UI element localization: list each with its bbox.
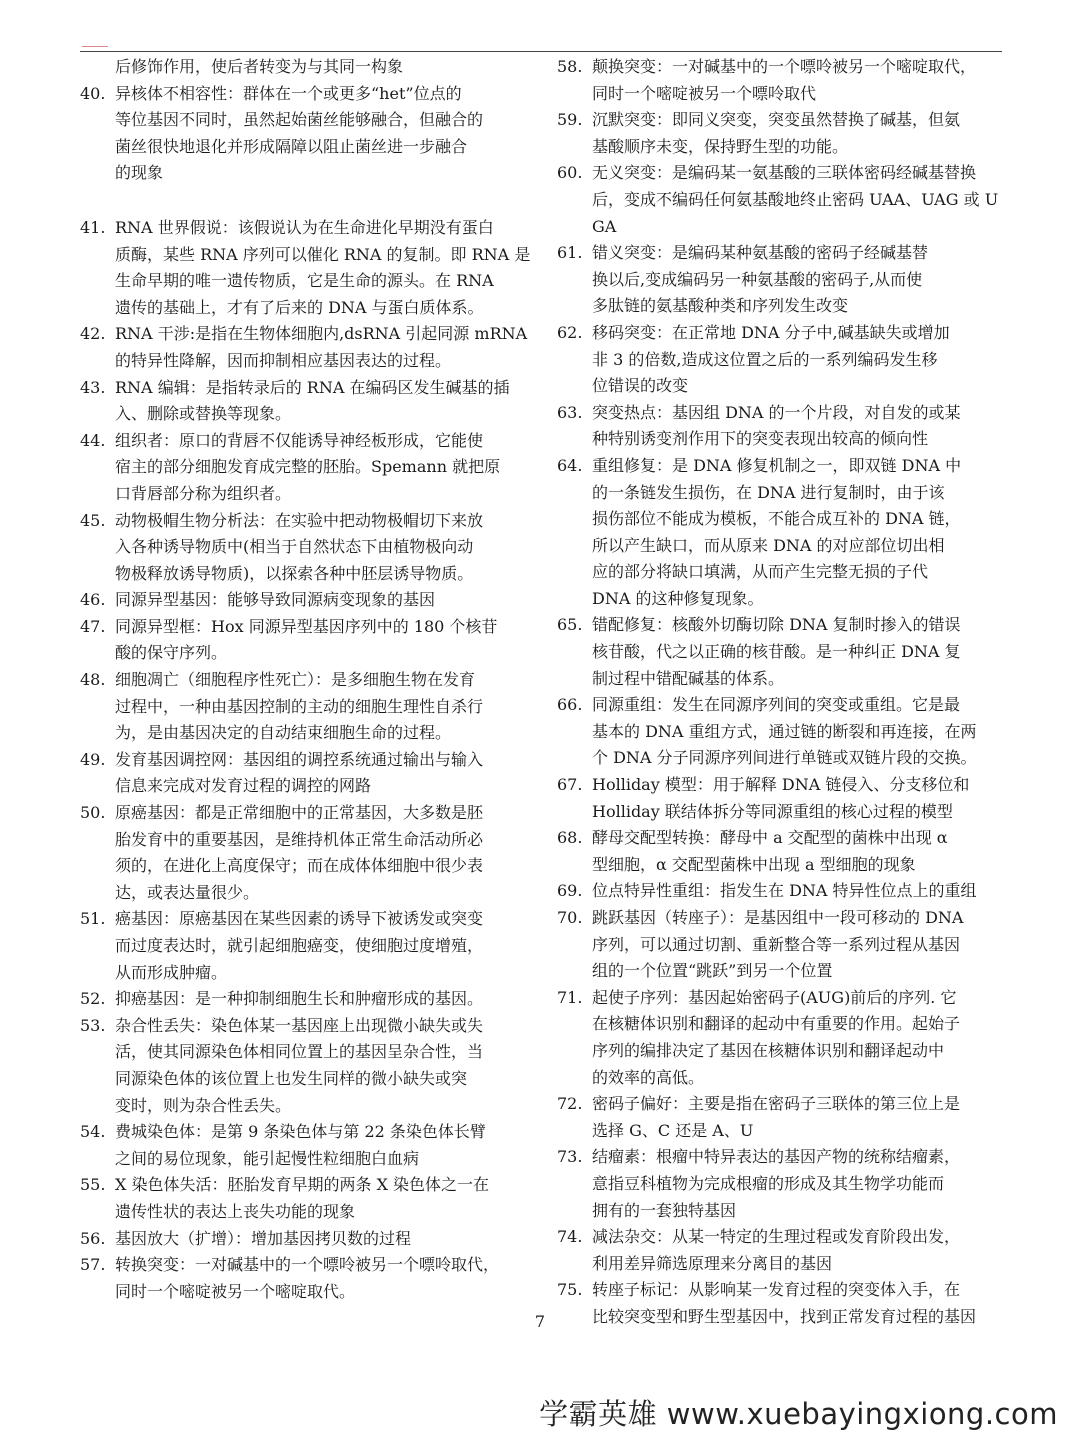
entry-number: 46. xyxy=(80,590,106,610)
glossary-entry xyxy=(80,81,532,187)
glossary-entry xyxy=(557,692,1007,772)
entry-number: 64. xyxy=(557,455,583,475)
glossary-entry xyxy=(557,772,1007,825)
entry-text: 重组修复：是 DNA 修复机制之一，即双链 DNA 中 的一条链发生损伤，在 DNA 进行复制时，由于该 损伤部位不能成为模板，不能合成互补的 DNA 链， 所以产生缺口，而从原来 DNA 的对应部位切出相 应的部分将缺口填满，从而产生完整无损的子代 DNA 的这种修复现象。 xyxy=(592,455,962,608)
entry-text: 同源异型框：Hox 同源异型基因序列中的 180 个核苷 酸的保守序列。 xyxy=(115,616,498,663)
entry-text: 无义突变：是编码某一氨基酸的三联体密码经碱基替换 后，变成不编码任何氨基酸地终止密码 UAA、UAG 或 UGA xyxy=(592,163,999,236)
glossary-entry xyxy=(80,614,532,667)
glossary-entry xyxy=(557,1144,1007,1224)
entry-text: 组织者：原口的背唇不仅能诱导神经板形成，它能使 宿主的部分细胞发育成完整的胚胎。Spemann 就把原 口背唇部分称为组织者。 xyxy=(115,430,501,503)
glossary-entry xyxy=(80,747,532,800)
right-column xyxy=(557,54,1007,1331)
entry-text: X 染色体失活：胚胎发育早期的两条 X 染色体之一在 遗传性状的表达上丧失功能的现象 xyxy=(115,1175,490,1221)
left-column xyxy=(80,54,532,1305)
entry-number: 69. xyxy=(557,881,583,901)
entry-number: 65. xyxy=(557,615,583,635)
entry-number: 66. xyxy=(557,695,583,715)
entry-text: 酵母交配型转换：酵母中 a 交配型的菌株中出现 α 型细胞，α 交配型菌株中出现 a 型细胞的现象 xyxy=(592,828,948,874)
glossary-entry xyxy=(557,240,1007,320)
glossary-entry xyxy=(557,612,1007,692)
entry-text: 抑癌基因：是一种抑制细胞生长和肿瘤形成的基因。 xyxy=(115,989,484,1009)
entry-number: 63. xyxy=(557,402,583,422)
entry-number: 45. xyxy=(80,510,106,530)
glossary-entry xyxy=(80,508,532,588)
glossary-entry xyxy=(80,215,532,321)
entry-text: RNA 干涉:是指在生物体细胞内,dsRNA 引起同源 mRNA 的特异性降解，因而抑制相应基因表达的过程。 xyxy=(115,324,528,370)
glossary-entry xyxy=(557,320,1007,400)
glossary-entry xyxy=(80,1013,532,1119)
entry-number: 49. xyxy=(80,749,106,769)
glossary-entry xyxy=(557,825,1007,878)
glossary-entry xyxy=(80,428,532,508)
glossary-entry xyxy=(557,400,1007,453)
entry-number: 56. xyxy=(80,1228,106,1248)
page-number: 7 xyxy=(534,1312,546,1331)
entry-text: 同源异型基因：能够导致同源病变现象的基因 xyxy=(115,590,436,610)
top-red-mark xyxy=(82,46,108,47)
entry-text: 转换突变：一对碱基中的一个嘌呤被另一个嘌呤取代， 同时一个嘧啶被另一个嘧啶取代。 xyxy=(115,1255,500,1301)
entry-text: 移码突变：在正常地 DNA 分子中,碱基缺失或增加 非 3 的倍数,造成这位置之后的一系列编码发生移 位错误的改变 xyxy=(592,322,950,396)
entry-number: 47. xyxy=(80,616,106,636)
glossary-entry xyxy=(557,985,1007,1091)
entry-text: 杂合性丢失：染色体某一基因座上出现微小缺失或失 活，使其同源染色体相同位置上的基因呈杂合性，当 同源染色体的该位置上也发生同样的微小缺失或突 变时，则为杂合性丢失。 xyxy=(115,1015,484,1115)
entry-text: Holliday 模型：用于解释 DNA 链侵入、分支移位和 Holliday 联结体拆分等同源重组的核心过程的模型 xyxy=(592,775,970,821)
entry-number: 72. xyxy=(557,1094,583,1114)
entry-text: 密码子偏好：主要是指在密码子三联体的第三位上是 选择 G、C 还是 A、U xyxy=(592,1094,961,1140)
glossary-entry xyxy=(557,878,1007,905)
entry-text: 突变热点：基因组 DNA 的一个片段，对自发的或某 种特别诱变剂作用下的突变表现出较高的倾向性 xyxy=(592,402,961,449)
entry-text: RNA 世界假说：该假说认为在生命进化早期没有蛋白 质酶，某些 RNA 序列可以催化 RNA 的复制。即 RNA 是 生命早期的唯一遗传物质，它是生命的源头。在 RNA 遗传的基础上，才有了后来的 DNA 与蛋白质体系。 xyxy=(115,217,531,317)
entry-text: 异核体不相容性：群体在一个或更多“het”位点的 等位基因不同时，虽然起始菌丝能够融合，但融合的 菌丝很快地退化并形成隔障以阻止菌丝进一步融合 的现象 xyxy=(115,83,484,183)
entry-text: 费城染色体：是第 9 条染色体与第 22 条染色体长臂 之间的易位现象，能引起慢性粒细胞白血病 xyxy=(115,1122,486,1168)
entry-text: RNA 编辑：是指转录后的 RNA 在编码区发生碱基的插 入、删除或替换等现象。 xyxy=(115,377,510,424)
glossary-entry xyxy=(80,375,532,428)
entry-number: 48. xyxy=(80,670,106,690)
glossary-entry xyxy=(557,453,1007,613)
glossary-entry xyxy=(80,54,532,81)
entry-number: 74. xyxy=(557,1227,583,1247)
glossary-entry xyxy=(557,160,1007,240)
entry-number: 54. xyxy=(80,1122,106,1142)
entry-number: 75. xyxy=(557,1280,583,1300)
entry-number: 59. xyxy=(557,110,583,130)
entry-text: 沉默突变：即同义突变，突变虽然替换了碱基，但氨 基酸顺序未变，保持野生型的功能。 xyxy=(592,110,961,156)
entry-text: 后修饰作用，使后者转变为与其同一构象 xyxy=(115,57,404,76)
entry-text: 发育基因调控网：基因组的调控系统通过输出与输入 信息来完成对发育过程的调控的网路 xyxy=(115,749,484,796)
entry-number: 60. xyxy=(557,163,583,183)
entry-number: 67. xyxy=(557,775,583,795)
glossary-entry xyxy=(557,54,1007,107)
entry-number: 57. xyxy=(80,1255,106,1275)
entry-text: 癌基因：原癌基因在某些因素的诱导下被诱发或突变 而过度表达时，就引起细胞癌变，使细胞过度增殖， 从而形成肿瘤。 xyxy=(115,909,484,982)
entry-text: 错义突变：是编码某种氨基酸的密码子经碱基替 换以后,变成编码另一种氨基酸的密码子,从而使 多肽链的氨基酸种类和序列发生改变 xyxy=(592,243,929,316)
entry-text: 细胞凋亡（细胞程序性死亡）：是多细胞生物在发育 过程中，一种由基因控制的主动的细胞生理性自杀行 为，是由基因决定的自动结束细胞生命的过程。 xyxy=(115,670,484,743)
entry-number: 43. xyxy=(80,377,106,397)
entry-number: 58. xyxy=(557,57,583,76)
entry-number: 51. xyxy=(80,909,106,929)
entry-number: 68. xyxy=(557,828,583,848)
glossary-entry xyxy=(80,800,532,906)
entry-text: 起使子序列：基因起始密码子(AUG)前后的序列. 它 在核糖体识别和翻译的起动中有重要的作用。起始子 序列的编排决定了基因在核糖体识别和翻译起动中 的效率的高低。 xyxy=(592,987,961,1087)
entry-number: 52. xyxy=(80,989,106,1009)
entry-text: 错配修复：核酸外切酶切除 DNA 复制时掺入的错误 核苷酸，代之以正确的核苷酸。是一种纠正 DNA 复 制过程中错配碱基的体系。 xyxy=(592,615,961,688)
glossary-entry xyxy=(557,107,1007,160)
glossary-entry xyxy=(80,667,532,747)
entry-text: 动物极帽生物分析法：在实验中把动物极帽切下来放 入各种诱导物质中(相当于自然状态下由植物极向动 物极释放诱导物质)，以探索各种中胚层诱导物质。 xyxy=(115,510,484,583)
entry-text: 转座子标记：从影响某一发育过程的突变体入手，在 比较突变型和野生型基因中，找到正常发育过程的基因 xyxy=(592,1280,977,1326)
glossary-entry xyxy=(80,1172,532,1225)
glossary-entry xyxy=(80,986,532,1013)
entry-number: 61. xyxy=(557,243,583,263)
entry-number: 44. xyxy=(80,430,106,450)
entry-number: 42. xyxy=(80,324,106,344)
entry-text: 跳跃基因（转座子）：是基因组中一段可移动的 DNA 序列，可以通过切割、重新整合等一系列过程从基因 组的一个位置“跳跃”到另一个位置 xyxy=(592,908,964,981)
entry-text: 原癌基因：都是正常细胞中的正常基因，大多数是胚 胎发育中的重要基因，是维持机体正常生命活动所必 须的，在进化上高度保守；而在成体体细胞中很少表 达，或表达量很少。 xyxy=(115,803,484,902)
entry-text: 结瘤素：根瘤中特异表达的基因产物的统称结瘤素， 意指豆科植物为完成根瘤的形成及其生物学功能而 拥有的一套独特基因 xyxy=(592,1147,961,1220)
entry-number: 50. xyxy=(80,803,106,823)
entry-number xyxy=(80,54,115,81)
entry-gap xyxy=(80,187,532,215)
glossary-entry xyxy=(557,1091,1007,1144)
footer-watermark: 学霸英雄 www.xuebayingxiong.com xyxy=(539,1397,1058,1431)
entry-number: 41. xyxy=(80,217,106,237)
entry-text: 颠换突变：一对碱基中的一个嘌呤被另一个嘧啶取代， 同时一个嘧啶被另一个嘌呤取代 xyxy=(592,57,977,103)
entry-number: 40. xyxy=(80,83,106,103)
entry-number: 53. xyxy=(80,1015,106,1035)
entry-text: 基因放大（扩增）：增加基因拷贝数的过程 xyxy=(115,1228,412,1248)
entry-number: 73. xyxy=(557,1147,583,1167)
entry-text: 位点特异性重组：指发生在 DNA 特异性位点上的重组 xyxy=(592,881,977,901)
glossary-entry xyxy=(80,906,532,986)
glossary-entry xyxy=(80,587,532,614)
glossary-entry xyxy=(80,1119,532,1172)
entry-number: 71. xyxy=(557,987,583,1007)
glossary-entry xyxy=(80,321,532,374)
entry-number: 62. xyxy=(557,322,583,342)
header-rule xyxy=(80,51,1002,52)
glossary-entry xyxy=(80,1226,532,1253)
entry-text: 减法杂交：从某一特定的生理过程或发育阶段出发， 利用差异筛选原理来分离目的基因 xyxy=(592,1227,961,1273)
entry-number: 55. xyxy=(80,1175,106,1195)
entry-text: 同源重组：发生在同源序列间的突变或重组。它是最 基本的 DNA 重组方式，通过链的断裂和再连接，在两 个 DNA 分子同源序列间进行单链或双链片段的交换。 xyxy=(592,695,977,768)
glossary-entry xyxy=(557,1224,1007,1277)
glossary-entry xyxy=(80,1252,532,1305)
glossary-entry xyxy=(557,905,1007,985)
entry-number: 70. xyxy=(557,908,583,927)
